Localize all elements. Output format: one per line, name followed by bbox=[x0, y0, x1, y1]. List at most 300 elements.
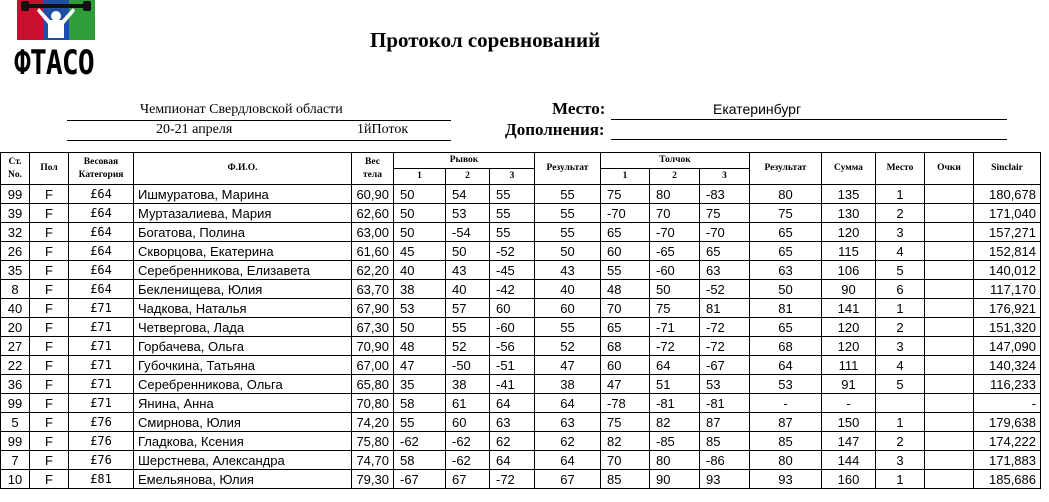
cell-cj-3: -72 bbox=[700, 337, 750, 356]
table-row bbox=[1, 432, 1041, 451]
results-table bbox=[0, 152, 1041, 489]
cell-cj-3: 65 bbox=[700, 242, 750, 261]
cell-rank: 2 bbox=[876, 432, 925, 451]
cell-rank: 1 bbox=[876, 299, 925, 318]
cell-total: 160 bbox=[822, 470, 876, 489]
cell-points bbox=[925, 413, 974, 432]
cell-points bbox=[925, 337, 974, 356]
cell-sinclair: 140,012 bbox=[974, 261, 1041, 280]
cell-snatch-2: -50 bbox=[446, 356, 490, 375]
cell-points bbox=[925, 299, 974, 318]
cell-sinclair: 116,233 bbox=[974, 375, 1041, 394]
cell-start-number: 27 bbox=[1, 337, 30, 356]
cell-cj-result: 75 bbox=[750, 204, 822, 223]
cell-cj-3: 75 bbox=[700, 204, 750, 223]
table-row bbox=[1, 356, 1041, 375]
cell-bodyweight: 70,80 bbox=[352, 394, 394, 413]
cell-cj-result: 65 bbox=[750, 223, 822, 242]
col-clean-jerk: Толчок bbox=[601, 153, 750, 169]
cell-snatch-result: 55 bbox=[535, 318, 601, 337]
cell-snatch-result: 50 bbox=[535, 242, 601, 261]
cell-bodyweight: 62,60 bbox=[352, 204, 394, 223]
cell-sex: F bbox=[30, 432, 69, 451]
cell-points bbox=[925, 223, 974, 242]
cell-athlete-name: Смирнова, Юлия bbox=[134, 413, 352, 432]
cell-cj-3: -81 bbox=[700, 394, 750, 413]
cell-start-number: 22 bbox=[1, 356, 30, 375]
cell-sinclair: 171,040 bbox=[974, 204, 1041, 223]
cell-snatch-1: 40 bbox=[394, 261, 446, 280]
cell-snatch-2: 50 bbox=[446, 242, 490, 261]
cell-snatch-2: 67 bbox=[446, 470, 490, 489]
cell-snatch-3: -52 bbox=[490, 242, 535, 261]
extra-underline bbox=[611, 139, 1007, 140]
cell-athlete-name: Серебренникова, Елизавета bbox=[134, 261, 352, 280]
table-row bbox=[1, 470, 1041, 489]
cell-start-number: 39 bbox=[1, 204, 30, 223]
cell-points bbox=[925, 242, 974, 261]
cell-snatch-result: 47 bbox=[535, 356, 601, 375]
cell-cj-result: 65 bbox=[750, 242, 822, 261]
cell-sex: F bbox=[30, 451, 69, 470]
cell-bodyweight: 70,90 bbox=[352, 337, 394, 356]
cell-snatch-2: 60 bbox=[446, 413, 490, 432]
col-category bbox=[69, 153, 134, 185]
cell-snatch-2: 52 bbox=[446, 337, 490, 356]
cell-rank: 3 bbox=[876, 337, 925, 356]
table-row bbox=[1, 261, 1041, 280]
cell-start-number: 8 bbox=[1, 280, 30, 299]
cell-snatch-result: 62 bbox=[535, 432, 601, 451]
cell-total: 106 bbox=[822, 261, 876, 280]
cell-cj-2: 80 bbox=[650, 185, 700, 204]
championship-name: Чемпионат Свердловской области bbox=[140, 102, 343, 117]
cell-category: £71 bbox=[69, 318, 134, 337]
cell-total: 141 bbox=[822, 299, 876, 318]
table-row bbox=[1, 204, 1041, 223]
place-label: Место: bbox=[552, 99, 606, 118]
cell-cj-3: 81 bbox=[700, 299, 750, 318]
cell-start-number: 35 bbox=[1, 261, 30, 280]
cell-snatch-1: 55 bbox=[394, 413, 446, 432]
cell-category: £64 bbox=[69, 223, 134, 242]
cell-total: 115 bbox=[822, 242, 876, 261]
cell-start-number: 32 bbox=[1, 223, 30, 242]
weightlifter-logo-icon bbox=[17, 0, 95, 40]
cell-bodyweight: 67,30 bbox=[352, 318, 394, 337]
col-sex: Пол bbox=[30, 153, 69, 185]
page-title: Протокол соревнований bbox=[370, 28, 601, 52]
cell-cj-2: 82 bbox=[650, 413, 700, 432]
cell-bodyweight: 79,30 bbox=[352, 470, 394, 489]
cell-athlete-name: Емельянова, Юлия bbox=[134, 470, 352, 489]
table-row bbox=[1, 413, 1041, 432]
cell-sinclair: 171,883 bbox=[974, 451, 1041, 470]
cell-sinclair: 147,090 bbox=[974, 337, 1041, 356]
cell-sex: F bbox=[30, 318, 69, 337]
table-row bbox=[1, 451, 1041, 470]
cell-snatch-1: 48 bbox=[394, 337, 446, 356]
cell-cj-2: -72 bbox=[650, 337, 700, 356]
cell-points bbox=[925, 318, 974, 337]
cell-snatch-3: -72 bbox=[490, 470, 535, 489]
cell-cj-1: 55 bbox=[601, 261, 650, 280]
cell-athlete-name: Серебренникова, Ольга bbox=[134, 375, 352, 394]
cell-total: 147 bbox=[822, 432, 876, 451]
cell-cj-result: 81 bbox=[750, 299, 822, 318]
cell-snatch-3: 55 bbox=[490, 223, 535, 242]
cell-points bbox=[925, 394, 974, 413]
cell-start-number: 36 bbox=[1, 375, 30, 394]
cell-rank: 4 bbox=[876, 242, 925, 261]
cell-snatch-2: 43 bbox=[446, 261, 490, 280]
cell-total: 120 bbox=[822, 337, 876, 356]
place-underline bbox=[611, 119, 1007, 120]
cell-cj-2: 70 bbox=[650, 204, 700, 223]
cell-cj-1: 60 bbox=[601, 356, 650, 375]
cell-snatch-1: 45 bbox=[394, 242, 446, 261]
cell-sex: F bbox=[30, 394, 69, 413]
cell-cj-3: 63 bbox=[700, 261, 750, 280]
cell-category: £64 bbox=[69, 261, 134, 280]
table-row bbox=[1, 394, 1041, 413]
col-bodyweight-line1: Вес bbox=[365, 156, 380, 167]
col-start-number-line2: No. bbox=[8, 169, 22, 180]
cell-snatch-1: 50 bbox=[394, 185, 446, 204]
cell-sinclair: 180,678 bbox=[974, 185, 1041, 204]
results-body bbox=[1, 185, 1041, 489]
cell-total: 111 bbox=[822, 356, 876, 375]
cell-snatch-3: -56 bbox=[490, 337, 535, 356]
cell-snatch-result: 40 bbox=[535, 280, 601, 299]
cell-cj-2: 80 bbox=[650, 451, 700, 470]
cell-sex: F bbox=[30, 261, 69, 280]
cell-cj-3: 87 bbox=[700, 413, 750, 432]
cell-points bbox=[925, 261, 974, 280]
cell-snatch-result: 55 bbox=[535, 204, 601, 223]
cell-rank: 2 bbox=[876, 204, 925, 223]
cell-cj-result: 93 bbox=[750, 470, 822, 489]
cell-bodyweight: 62,20 bbox=[352, 261, 394, 280]
cell-bodyweight: 74,20 bbox=[352, 413, 394, 432]
cell-snatch-2: 40 bbox=[446, 280, 490, 299]
cell-category: £64 bbox=[69, 185, 134, 204]
cell-snatch-3: 60 bbox=[490, 299, 535, 318]
cell-snatch-result: 52 bbox=[535, 337, 601, 356]
cell-cj-3: -70 bbox=[700, 223, 750, 242]
cell-points bbox=[925, 280, 974, 299]
cell-sinclair: 176,921 bbox=[974, 299, 1041, 318]
col-total: Сумма bbox=[822, 153, 876, 185]
col-bodyweight bbox=[352, 153, 394, 185]
cell-total: 135 bbox=[822, 185, 876, 204]
cell-snatch-2: -62 bbox=[446, 432, 490, 451]
cell-sex: F bbox=[30, 470, 69, 489]
cell-cj-result: 64 bbox=[750, 356, 822, 375]
cell-category: £71 bbox=[69, 299, 134, 318]
table-row bbox=[1, 280, 1041, 299]
table-row bbox=[1, 375, 1041, 394]
cell-cj-1: -78 bbox=[601, 394, 650, 413]
col-snatch-attempt-3: 3 bbox=[490, 169, 535, 185]
col-category-line2: Категория bbox=[78, 169, 124, 180]
cell-sinclair: 117,170 bbox=[974, 280, 1041, 299]
cell-cj-2: -65 bbox=[650, 242, 700, 261]
cell-athlete-name: Янина, Анна bbox=[134, 394, 352, 413]
cell-rank: 4 bbox=[876, 356, 925, 375]
cell-cj-3: -86 bbox=[700, 451, 750, 470]
cell-snatch-1: 58 bbox=[394, 394, 446, 413]
cell-points bbox=[925, 185, 974, 204]
cell-start-number: 99 bbox=[1, 394, 30, 413]
cell-total: 150 bbox=[822, 413, 876, 432]
col-snatch-attempt-2: 2 bbox=[446, 169, 490, 185]
cell-snatch-result: 64 bbox=[535, 451, 601, 470]
cell-points bbox=[925, 470, 974, 489]
cell-athlete-name: Шерстнева, Александра bbox=[134, 451, 352, 470]
cell-athlete-name: Муртазалиева, Мария bbox=[134, 204, 352, 223]
cell-start-number: 5 bbox=[1, 413, 30, 432]
cell-snatch-3: -42 bbox=[490, 280, 535, 299]
cell-rank bbox=[876, 394, 925, 413]
cell-cj-2: 64 bbox=[650, 356, 700, 375]
col-start-number-line1: Ст. bbox=[8, 156, 22, 167]
logo-text: ФТАСО bbox=[14, 43, 94, 83]
cell-cj-1: 70 bbox=[601, 451, 650, 470]
cell-start-number: 7 bbox=[1, 451, 30, 470]
cell-sinclair: 151,320 bbox=[974, 318, 1041, 337]
cell-snatch-1: -67 bbox=[394, 470, 446, 489]
cell-category: £64 bbox=[69, 204, 134, 223]
cell-snatch-1: 35 bbox=[394, 375, 446, 394]
cell-cj-result: 68 bbox=[750, 337, 822, 356]
cell-category: £71 bbox=[69, 375, 134, 394]
cell-athlete-name: Ишмуратова, Марина bbox=[134, 185, 352, 204]
cell-cj-2: 75 bbox=[650, 299, 700, 318]
cell-total: 120 bbox=[822, 223, 876, 242]
cell-snatch-3: -45 bbox=[490, 261, 535, 280]
cell-cj-1: 70 bbox=[601, 299, 650, 318]
cell-category: £76 bbox=[69, 451, 134, 470]
cell-bodyweight: 74,70 bbox=[352, 451, 394, 470]
cell-snatch-2: 57 bbox=[446, 299, 490, 318]
cell-bodyweight: 61,60 bbox=[352, 242, 394, 261]
cell-cj-1: 68 bbox=[601, 337, 650, 356]
cell-cj-1: 75 bbox=[601, 185, 650, 204]
cell-snatch-3: 63 bbox=[490, 413, 535, 432]
cell-bodyweight: 63,00 bbox=[352, 223, 394, 242]
cell-cj-1: 65 bbox=[601, 223, 650, 242]
cell-total: 144 bbox=[822, 451, 876, 470]
cell-sex: F bbox=[30, 223, 69, 242]
cell-start-number: 40 bbox=[1, 299, 30, 318]
cell-cj-3: 93 bbox=[700, 470, 750, 489]
cell-cj-1: 48 bbox=[601, 280, 650, 299]
cell-bodyweight: 60,90 bbox=[352, 185, 394, 204]
cell-cj-2: -81 bbox=[650, 394, 700, 413]
cell-cj-2: -70 bbox=[650, 223, 700, 242]
cell-bodyweight: 67,00 bbox=[352, 356, 394, 375]
cell-snatch-result: 43 bbox=[535, 261, 601, 280]
cell-cj-1: 82 bbox=[601, 432, 650, 451]
cell-snatch-3: 62 bbox=[490, 432, 535, 451]
cell-points bbox=[925, 356, 974, 375]
cell-cj-1: 60 bbox=[601, 242, 650, 261]
cell-snatch-3: 55 bbox=[490, 185, 535, 204]
cell-category: £64 bbox=[69, 242, 134, 261]
cell-snatch-result: 55 bbox=[535, 185, 601, 204]
cell-snatch-1: 50 bbox=[394, 223, 446, 242]
cell-points bbox=[925, 451, 974, 470]
table-row bbox=[1, 318, 1041, 337]
cell-snatch-3: -60 bbox=[490, 318, 535, 337]
col-rank: Место bbox=[876, 153, 925, 185]
cell-cj-result: - bbox=[750, 394, 822, 413]
cell-cj-1: 65 bbox=[601, 318, 650, 337]
cell-cj-3: -52 bbox=[700, 280, 750, 299]
cell-category: £81 bbox=[69, 470, 134, 489]
cell-cj-3: -83 bbox=[700, 185, 750, 204]
cell-snatch-3: 64 bbox=[490, 451, 535, 470]
cell-athlete-name: Богатова, Полина bbox=[134, 223, 352, 242]
cell-bodyweight: 65,80 bbox=[352, 375, 394, 394]
cell-cj-result: 85 bbox=[750, 432, 822, 451]
cell-cj-result: 80 bbox=[750, 451, 822, 470]
cell-cj-result: 63 bbox=[750, 261, 822, 280]
table-row bbox=[1, 299, 1041, 318]
cell-sex: F bbox=[30, 242, 69, 261]
cell-total: 91 bbox=[822, 375, 876, 394]
cell-rank: 5 bbox=[876, 375, 925, 394]
cell-athlete-name: Чадкова, Наталья bbox=[134, 299, 352, 318]
cell-athlete-name: Бекленищева, Юлия bbox=[134, 280, 352, 299]
cell-cj-3: -67 bbox=[700, 356, 750, 375]
cell-cj-result: 80 bbox=[750, 185, 822, 204]
cell-sinclair: 140,324 bbox=[974, 356, 1041, 375]
cell-rank: 2 bbox=[876, 318, 925, 337]
extra-label: Дополнения: bbox=[505, 120, 605, 139]
col-cj-attempt-3: 3 bbox=[700, 169, 750, 185]
cell-cj-result: 50 bbox=[750, 280, 822, 299]
cell-athlete-name: Горбачева, Ольга bbox=[134, 337, 352, 356]
cell-cj-result: 87 bbox=[750, 413, 822, 432]
cell-snatch-3: -41 bbox=[490, 375, 535, 394]
cell-total: 90 bbox=[822, 280, 876, 299]
cell-points bbox=[925, 432, 974, 451]
cell-category: £76 bbox=[69, 413, 134, 432]
col-snatch-attempt-1: 1 bbox=[394, 169, 446, 185]
cell-snatch-result: 55 bbox=[535, 223, 601, 242]
cell-sinclair: 174,222 bbox=[974, 432, 1041, 451]
cell-rank: 6 bbox=[876, 280, 925, 299]
competition-dates: 20-21 апреля bbox=[156, 122, 233, 137]
cell-sex: F bbox=[30, 299, 69, 318]
cell-snatch-1: 50 bbox=[394, 318, 446, 337]
cell-snatch-2: 55 bbox=[446, 318, 490, 337]
cell-sinclair: 185,686 bbox=[974, 470, 1041, 489]
col-name: Ф.И.О. bbox=[134, 153, 352, 185]
cell-bodyweight: 67,90 bbox=[352, 299, 394, 318]
cell-sex: F bbox=[30, 375, 69, 394]
cell-sex: F bbox=[30, 280, 69, 299]
cell-start-number: 99 bbox=[1, 185, 30, 204]
cell-points bbox=[925, 204, 974, 223]
cell-cj-1: 75 bbox=[601, 413, 650, 432]
cell-snatch-result: 38 bbox=[535, 375, 601, 394]
cell-cj-1: 47 bbox=[601, 375, 650, 394]
table-row bbox=[1, 242, 1041, 261]
cell-snatch-2: -62 bbox=[446, 451, 490, 470]
cell-snatch-result: 63 bbox=[535, 413, 601, 432]
col-cj-attempt-2: 2 bbox=[650, 169, 700, 185]
cell-snatch-1: 38 bbox=[394, 280, 446, 299]
cell-start-number: 26 bbox=[1, 242, 30, 261]
cell-cj-1: 85 bbox=[601, 470, 650, 489]
cell-total: 130 bbox=[822, 204, 876, 223]
cell-sex: F bbox=[30, 356, 69, 375]
table-row bbox=[1, 337, 1041, 356]
cell-sinclair: 157,271 bbox=[974, 223, 1041, 242]
cell-bodyweight: 75,80 bbox=[352, 432, 394, 451]
cell-points bbox=[925, 375, 974, 394]
cell-cj-2: -60 bbox=[650, 261, 700, 280]
cell-snatch-3: 64 bbox=[490, 394, 535, 413]
cell-athlete-name: Четвергова, Лада bbox=[134, 318, 352, 337]
cell-cj-result: 53 bbox=[750, 375, 822, 394]
table-row bbox=[1, 223, 1041, 242]
cell-rank: 1 bbox=[876, 413, 925, 432]
cell-category: £76 bbox=[69, 432, 134, 451]
cell-bodyweight: 63,70 bbox=[352, 280, 394, 299]
cell-cj-2: 50 bbox=[650, 280, 700, 299]
cell-snatch-1: 50 bbox=[394, 204, 446, 223]
cell-athlete-name: Скворцова, Екатерина bbox=[134, 242, 352, 261]
cell-cj-3: 53 bbox=[700, 375, 750, 394]
cell-athlete-name: Губочкина, Татьяна bbox=[134, 356, 352, 375]
cell-snatch-1: 53 bbox=[394, 299, 446, 318]
cell-snatch-3: 55 bbox=[490, 204, 535, 223]
cell-category: £71 bbox=[69, 394, 134, 413]
cell-cj-2: 90 bbox=[650, 470, 700, 489]
place-value: Екатеринбург bbox=[713, 101, 802, 117]
cell-sex: F bbox=[30, 337, 69, 356]
cell-cj-3: 85 bbox=[700, 432, 750, 451]
cell-rank: 1 bbox=[876, 470, 925, 489]
col-cj-attempt-1: 1 bbox=[601, 169, 650, 185]
cell-sex: F bbox=[30, 185, 69, 204]
cell-snatch-1: 47 bbox=[394, 356, 446, 375]
col-snatch: Рывок bbox=[394, 153, 535, 169]
cell-category: £71 bbox=[69, 356, 134, 375]
cell-sinclair: 179,638 bbox=[974, 413, 1041, 432]
cell-start-number: 10 bbox=[1, 470, 30, 489]
cell-snatch-2: 38 bbox=[446, 375, 490, 394]
cell-snatch-result: 60 bbox=[535, 299, 601, 318]
championship-underline bbox=[67, 120, 451, 121]
col-snatch-result: Результат bbox=[535, 153, 601, 185]
col-cj-result: Результат bbox=[750, 153, 822, 185]
col-category-line1: Весовая bbox=[83, 156, 119, 167]
cell-start-number: 20 bbox=[1, 318, 30, 337]
stream-label: 1йПоток bbox=[357, 122, 409, 137]
cell-sinclair: 152,814 bbox=[974, 242, 1041, 261]
table-row bbox=[1, 185, 1041, 204]
cell-snatch-1: 58 bbox=[394, 451, 446, 470]
cell-cj-1: -70 bbox=[601, 204, 650, 223]
cell-sex: F bbox=[30, 413, 69, 432]
cell-snatch-2: 54 bbox=[446, 185, 490, 204]
cell-snatch-result: 67 bbox=[535, 470, 601, 489]
